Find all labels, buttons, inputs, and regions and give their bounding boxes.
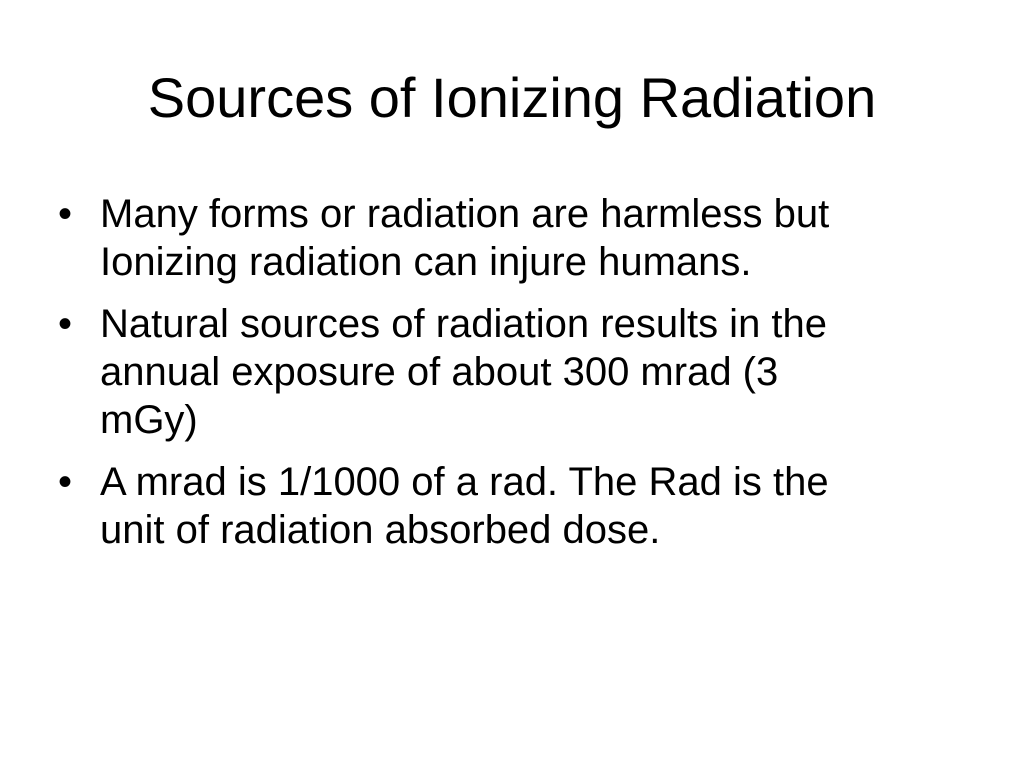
bullet-line: annual exposure of about 300 mrad (3	[100, 350, 779, 394]
bullet-text	[100, 190, 958, 286]
bullet-line: unit of radiation absorbed dose.	[100, 508, 661, 552]
bullet-line: mGy)	[100, 398, 198, 442]
bullet-line: A mrad is 1/1000 of a rad. The Rad is the	[100, 460, 829, 504]
slide-title: Sources of Ionizing Radiation	[147, 66, 877, 129]
bullet-item	[58, 458, 958, 554]
bullet-marker: •	[58, 460, 73, 504]
bullet-text	[100, 300, 958, 444]
bullet-item	[58, 300, 958, 444]
bullet-item	[58, 190, 958, 286]
bullet-line: Ionizing radiation can injure humans.	[100, 240, 752, 284]
bullet-line: Many forms or radiation are harmless but	[100, 192, 830, 236]
bullet-line: Natural sources of radiation results in the	[100, 302, 828, 346]
bullet-list	[58, 190, 958, 568]
bullet-text	[100, 458, 958, 554]
bullet-marker: •	[58, 192, 73, 236]
bullet-marker: •	[58, 302, 73, 346]
